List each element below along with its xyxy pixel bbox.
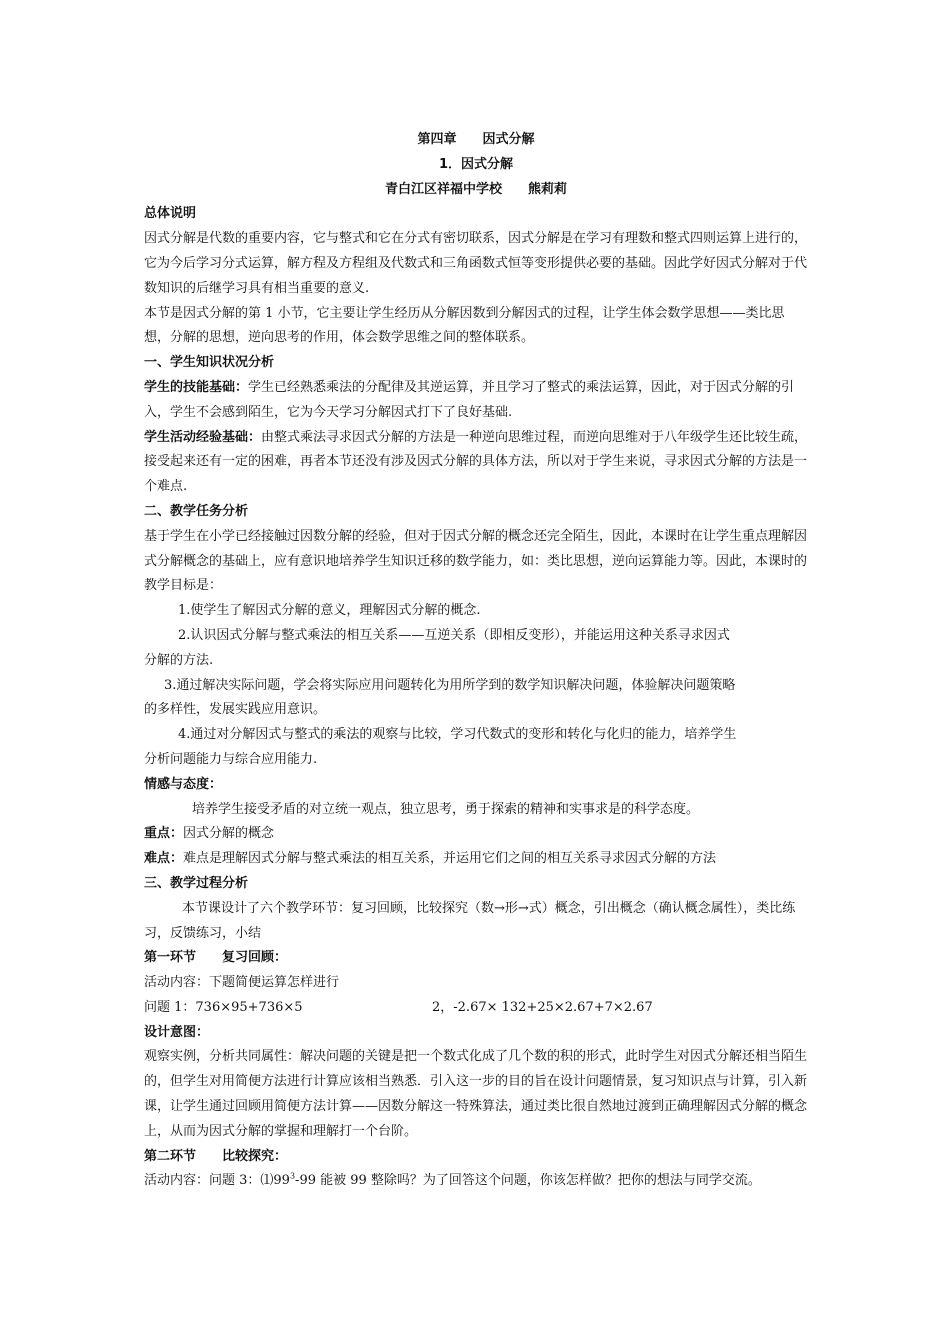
overview-paragraph-2: 本节是因式分解的第 1 小节，它主要让学生经历从分解因数到分解因式的过程，让学生体会数学思想——类比思想，分解的思想，逆向思考的作用，体会数学思维之间的整体联系。 [144,305,785,346]
difficulty-line [144,847,808,872]
process-intro-paragraph: 本节课设计了六个教学环节：复习回顾，比较探究（数→形→式）概念，引出概念（确认概念属性），类比练习，反馈练习，小结 [144,900,796,941]
design-intent-paragraph: 观察实例，分析共同属性：解决问题的关键是把一个数式化成了几个数的积的形式，此时学生对因式分解还相当陌生的，但学生对用简便方法进行计算应该相当熟悉．引入这一步的目的旨在设计问题情景，复习知识点与计算，引入新课，让学生通过回顾用简便方法计算——因数分解这一特殊算法，通过类比很自然地过渡到正确理解因式分解的概念上，从而为因式分解的掌握和理解打一个台阶。 [144,1049,808,1139]
key-point-label: 重点： [144,826,184,842]
section-title: 1．因式分解 [438,156,514,172]
overview-paragraph-1: 因式分解是代数的重要内容，它与整式和它在分式有密切联系，因式分解是在学习有理数和整式四则运算上进行的，它为今后学习分式运算，解方程及方程组及代数式和三角函数式恒等变形提供必要的基础。因此学好因式分解对于代数知识的后继学习具有相当重要的意义. [144,231,808,296]
document-page [144,126,808,1194]
attitude-heading: 情感与态度： [144,776,223,792]
step-2-heading: 第二环节 比较探究： [144,1148,288,1164]
questions-row [144,996,808,1021]
activity-2-text-b: -99 能被 99 整除吗？为了回答这个问题，你该怎样做？把你的想法与同学交流。 [295,1173,761,1189]
activity-2-exponent: 3 [289,1172,296,1182]
key-point-line [144,822,808,847]
goal-2-line-1: 2.认识因式分解与整式乘法的相互关系——互逆关系（即相反变形），并能运用这种关系寻求因式 [178,627,730,643]
section-3-heading: 三、教学过程分析 [144,875,249,891]
goal-1: 1.使学生了解因式分解的意义，理解因式分解的概念. [178,603,481,619]
task-intro-paragraph: 基于学生在小学已经接触过因数分解的经验，但对于因式分解的概念还完全陌生，因此，本课时在让学生重点理解因式分解概念的基础上，应有意识地培养学生知识迁移的数学能力，如：类比思想，逆向运算能力等。因此，本课时的教学目标是： [144,528,808,594]
activity-1: 活动内容：下题简便运算怎样进行 [144,975,340,991]
experience-basis-text: 由整式乘法寻求因式分解的方法是一种逆向思维过程，而逆向思维对于八年级学生还比较生疏，接受起来还有一定的困难，再者本节还没有涉及因式分解的具体方法，所以对于学生来说，寻求因式分解的方法是一个难点. [144,429,808,495]
goal-3-line-2: 的多样性，发展实践应用意识。 [144,702,327,718]
key-point-text: 因式分解的概念 [183,826,275,842]
goal-2-line-2: 分解的方法. [144,652,214,668]
difficulty-label: 难点： [144,851,184,867]
experience-basis-paragraph [144,426,808,500]
activity-2 [144,1169,808,1194]
step-1-heading: 第一环节 复习回顾： [144,950,288,966]
question-1: 问题 1：736×95+736×5 [144,999,303,1015]
section-1-heading: 一、学生知识状况分析 [144,355,275,371]
skill-basis-paragraph [144,376,808,426]
chapter-title: 第四章 因式分解 [417,132,535,147]
difficulty-text: 难点是理解因式分解与整式乘法的相互关系，并运用它们之间的相互关系寻求因式分解的方法 [183,851,717,867]
skill-basis-text: 学生已经熟悉乘法的分配律及其逆运算，并且学习了整式的乘法运算，因此，对于因式分解的引入，学生不会感到陌生，它为今天学习分解因式打下了良好基础. [144,379,795,420]
goal-4-line-1: 4.通过对分解因式与整式的乘法的观察与比较，学习代数式的变形和转化与化归的能力，培养学生 [178,727,737,743]
experience-basis-label: 学生活动经验基础： [144,429,262,445]
question-2: 2，-2.67× 132+25×2.67+7×2.67 [432,999,653,1015]
author-line: 青白江区祥福中学校 熊莉莉 [384,181,567,197]
attitude-text: 培养学生接受矛盾的对立统一观点，独立思考，勇于探索的精神和实事求是的科学态度。 [192,801,700,817]
activity-2-text-a: 活动内容：问题 3：⑴99 [144,1173,290,1189]
overview-heading: 总体说明 [144,206,197,222]
section-2-heading: 二、教学任务分析 [144,503,249,519]
goal-4-line-2: 分析问题能力与综合应用能力. [144,751,318,767]
design-intent-heading: 设计意图： [144,1024,210,1040]
goal-3-line-1: 3.通过解决实际问题，学会将实际应用问题转化为用所学到的数学知识解决问题，体验解决问题策略 [164,677,736,693]
skill-basis-label: 学生的技能基础： [144,379,249,395]
